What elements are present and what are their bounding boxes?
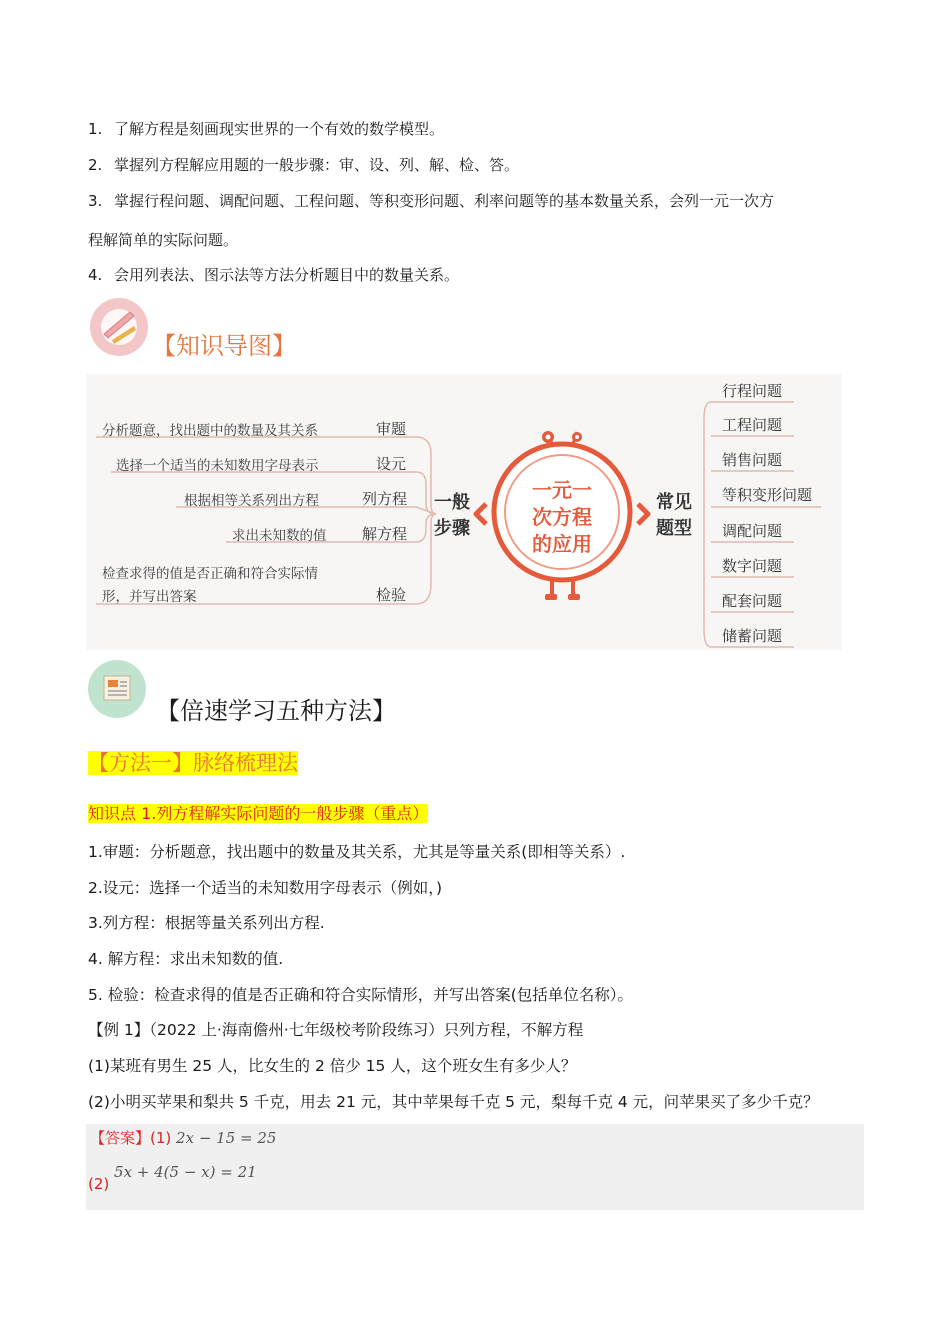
- answer-equation-2: 5x + 4(5 − x) = 21: [114, 1163, 257, 1181]
- answer-equation-1: 2x − 15 = 25: [176, 1129, 277, 1147]
- example-label: 【例 1】: [88, 1021, 150, 1039]
- objective-4: [88, 265, 459, 285]
- mm-type-7: 配套问题: [722, 592, 783, 610]
- mm-desc-3: 根据相等关系列出方程: [184, 493, 319, 509]
- mm-step-1: 审题: [376, 420, 407, 438]
- mm-type-4: 等积变形问题: [722, 486, 813, 504]
- objective-num: 1.: [88, 120, 103, 138]
- step-1: 1.审题：分析题意，找出题中的数量及其关系，尤其是等量关系(即相等关系）.: [88, 843, 626, 861]
- step-5: 5. 检验：检查求得的值是否正确和符合实际情形，并写出答案(包括单位名称）。: [88, 986, 634, 1004]
- mm-step-2: 设元: [376, 455, 407, 473]
- knowledge-point-1-text: 知识点 1.列方程解实际问题的一般步骤（重点）: [88, 804, 429, 823]
- mm-type-5: 调配问题: [722, 522, 783, 540]
- mm-center-2: 次方程: [532, 505, 592, 529]
- mm-desc-1: 分析题意，找出题中的数量及其关系: [102, 423, 318, 439]
- objective-num: 2.: [88, 156, 103, 174]
- objective-text-cont: 程解简单的实际问题。: [88, 231, 239, 249]
- ruler-pencil-icon: [90, 298, 148, 356]
- example-q2: (2)小明买苹果和梨共 5 千克，用去 21 元，其中苹果每千克 5 元，梨每千克 4 元，问苹果买了多少千克？: [88, 1093, 819, 1111]
- mm-general-steps-1: 一般: [434, 492, 470, 513]
- mm-desc-5b: 形，并写出答案: [102, 589, 197, 605]
- knowledge-mind-map: [86, 374, 842, 650]
- objective-text: 掌握列方程解应用题的一般步骤：审、设、列、解、检、答。: [114, 156, 520, 174]
- mm-center-3: 的应用: [532, 532, 592, 556]
- knowledge-point-1: [88, 803, 428, 825]
- mm-type-3: 销售问题: [722, 451, 783, 469]
- objective-1: [88, 119, 444, 139]
- notebook-icon: [88, 660, 146, 718]
- answer-part-2: (2): [88, 1175, 110, 1193]
- mm-common-types-2: 题型: [656, 518, 692, 539]
- mm-center-1: 一元一: [532, 478, 592, 502]
- mm-desc-4: 求出未知数的值: [232, 528, 327, 544]
- step-2: 2.设元：选择一个适当的未知数用字母表示（例如，): [88, 879, 443, 897]
- objective-3-cont: [88, 230, 238, 250]
- objective-num: 4.: [88, 266, 103, 284]
- answer-part-1: (1): [150, 1129, 172, 1147]
- answer-line-2: [88, 1162, 257, 1193]
- mm-desc-2: 选择一个适当的未知数用字母表示: [116, 458, 319, 474]
- example-1: [88, 1020, 583, 1040]
- objective-3: [88, 191, 774, 211]
- step-4: 4. 解方程：求出未知数的值.: [88, 950, 284, 968]
- mm-type-8: 储蓄问题: [722, 627, 783, 645]
- knowledge-map-heading: 【知识导图】: [152, 332, 296, 360]
- mm-type-2: 工程问题: [722, 416, 783, 434]
- answer-line-1: [90, 1128, 276, 1148]
- answer-label: 【答案】: [90, 1129, 151, 1147]
- objective-2: [88, 155, 519, 175]
- methods-heading: 【倍速学习五种方法】: [156, 697, 396, 725]
- mm-desc-5: 检查求得的值是否正确和符合实际情: [102, 566, 318, 582]
- example-q1: (1)某班有男生 25 人，比女生的 2 倍少 15 人，这个班女生有多少人？: [88, 1057, 577, 1075]
- answer-box: [86, 1124, 864, 1210]
- method-1-text: 【方法一】脉络梳理法: [88, 751, 298, 775]
- mm-common-types-1: 常见: [656, 492, 692, 513]
- method-1-title: [88, 750, 298, 777]
- objective-text: 会用列表法、图示法等方法分析题目中的数量关系。: [114, 266, 460, 284]
- mm-step-4: 解方程: [362, 525, 408, 543]
- objective-text: 了解方程是刻画现实世界的一个有效的数学模型。: [114, 120, 445, 138]
- step-3: 3.列方程：根据等量关系列出方程.: [88, 914, 325, 932]
- mm-general-steps-2: 步骤: [434, 518, 470, 539]
- example-source: （2022 上·海南儋州·七年级校考阶段练习）只列方程，不解方程: [149, 1021, 584, 1039]
- mm-step-3: 列方程: [362, 490, 408, 508]
- mm-type-1: 行程问题: [722, 382, 783, 400]
- mm-step-5: 检验: [376, 586, 407, 604]
- objective-num: 3.: [88, 192, 103, 210]
- objective-text: 掌握行程问题、调配问题、工程问题、等积变形问题、利率问题等的基本数量关系，会列一元一次方: [114, 192, 775, 210]
- mm-type-6: 数字问题: [722, 557, 783, 575]
